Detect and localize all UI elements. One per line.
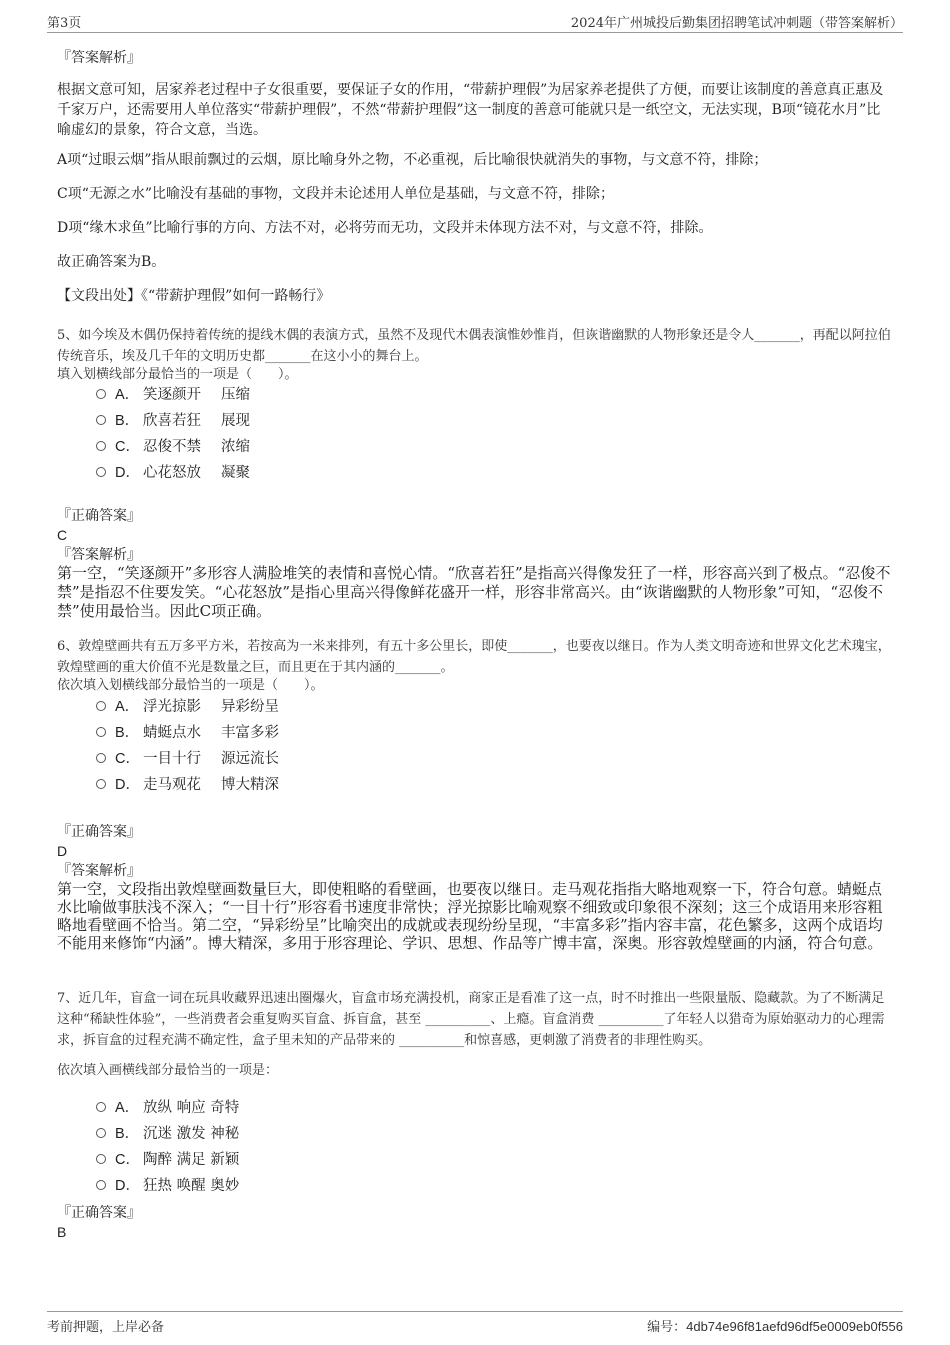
radio-icon[interactable] — [96, 441, 106, 451]
radio-icon[interactable] — [96, 1154, 106, 1164]
q4-conclusion: 故正确答案为B。 — [57, 254, 166, 270]
q5-options — [96, 382, 496, 486]
q7-option-d[interactable]: D． 狂热 唤醒 奥妙 — [96, 1173, 496, 1199]
q7-correct-label: 『正确答案』 — [57, 1205, 141, 1221]
q4-source: 【文段出处】《“带薪护理假”如何一路畅行》 — [57, 288, 331, 304]
q6-option-d[interactable]: D． 走马观花 博大精深 — [96, 772, 496, 798]
q6-option-a[interactable]: A． 浮光掠影 异彩纷呈 — [96, 694, 496, 720]
q4-option-a-note: A项“过眼云烟”指从眼前飘过的云烟，原比喻身外之物，不必重视，后比喻很快就消失的事物，与文意不符，排除； — [57, 152, 768, 168]
page-number: 第3页 — [47, 16, 82, 31]
q5-stem: 5、如今埃及木偶仍保持着传统的提线木偶的表演方式，虽然不及现代木偶表演惟妙惟肖，但诙谐幽默的人物形象还是令人_______，再配以阿拉伯传统音乐，埃及几千年的文明历史都_______在这小小的舞台上。 — [57, 328, 891, 364]
q4-analysis-paragraph: 根据文意可知，居家养老过程中子女很重要，要保证子女的作用，“带薪护理假”为居家养老提供了方便，而要让该制度的善意真正惠及千家万户，还需要用人单位落实“带薪护理假”，不然“带薪护理假”这一制度的善意可能就只是一纸空文，无法实现，B项“镜花水月”比喻虚幻的景象，符合文意，当选。 — [57, 82, 884, 138]
q5-option-b[interactable]: B． 欣喜若狂 展现 — [96, 408, 496, 434]
q6-stem: 6、敦煌壁画共有五万多平方米，若按高为一米来排列，有五十多公里长，即使_______，也要夜以继日。作为人类文明奇迹和世界文化艺术瑰宝，敦煌壁画的重大价值不光是数量之巨，而且更在于其内涵的_______。 — [57, 639, 891, 675]
q6-analysis: 第一空，文段指出敦煌壁画数量巨大，即使粗略的看壁画，也要夜以继日。走马观花指指大略地观察一下，符合句意。蜻蜓点水比喻做事肤浅不深入；“一目十行”形容看书速度非常快；浮光掠影比喻观察不细致或印象很不深刻；这三个成语用来形容粗略地看壁画不恰当。第二空，“异彩纷呈”比喻突出的成就或表现纷纷呈现，“丰富多彩”指内容丰富，花色繁多，这两个成语均不能用来修饰“内涵”。博大精深，多用于形容理论、学识、思想、作品等广博丰富，深奥。形容敦煌壁画的内涵，符合句意。 — [57, 880, 883, 952]
q5-option-d[interactable]: D． 心花怒放 凝聚 — [96, 460, 496, 486]
q7-ask: 依次填入画横线部分最恰当的一项是： — [57, 1063, 279, 1078]
q7-option-a[interactable]: A． 放纵 响应 奇特 — [96, 1095, 496, 1121]
radio-icon[interactable] — [96, 779, 106, 789]
q7-stem: 7、近几年，盲盒一词在玩具收藏界迅速出圈爆火，盲盒市场充满投机，商家正是看准了这一点，时不时推出一些限量版、隐藏款。为了不断满足这种“稀缺性体验”，一些消费者会重复购买盲盒、拆盲盒，甚至 __________、上瘾。盲盒消费 __________了年轻人以猎奇为原始驱动力的心理需求，拆盲盒的过程充满不确定性，盒子里未知的产品带来的 __________和惊喜感，更刺激了消费者的非理性购买。 — [57, 991, 885, 1048]
page-header — [47, 12, 903, 33]
q7-option-c[interactable]: C． 陶醉 满足 新颖 — [96, 1147, 496, 1173]
q5-ask: 填入划横线部分最恰当的一项是（ ）。 — [57, 367, 298, 382]
page-footer — [47, 1311, 903, 1337]
radio-icon[interactable] — [96, 701, 106, 711]
radio-icon[interactable] — [96, 389, 106, 399]
q4-option-d-note: D项“缘木求鱼”比喻行事的方向、方法不对，必将劳而无功，文段并未体现方法不对，与文意不符，排除。 — [57, 220, 713, 236]
radio-icon[interactable] — [96, 1102, 106, 1112]
q5-option-c[interactable]: C． 忍俊不禁 浓缩 — [96, 434, 496, 460]
q4-analysis-label: 『答案解析』 — [57, 50, 141, 66]
q4-option-c-note: C项“无源之水”比喻没有基础的事物，文段并未论述用人单位是基础，与文意不符，排除； — [57, 186, 615, 202]
q6-correct-label: 『正确答案』 — [57, 824, 141, 840]
q5-option-a[interactable]: A． 笑逐颜开 压缩 — [96, 382, 496, 408]
q5-correct-label: 『正确答案』 — [57, 508, 141, 524]
q6-options — [96, 694, 496, 798]
q6-option-c[interactable]: C． 一目十行 源远流长 — [96, 746, 496, 772]
q7-option-b[interactable]: B． 沉迷 激发 神秘 — [96, 1121, 496, 1147]
radio-icon[interactable] — [96, 727, 106, 737]
q7-answer: B — [57, 1224, 67, 1240]
q6-option-b[interactable]: B． 蜻蜓点水 丰富多彩 — [96, 720, 496, 746]
radio-icon[interactable] — [96, 1180, 106, 1190]
q5-analysis: 第一空，“笑逐颜开”多形容人满脸堆笑的表情和喜悦心情。“欣喜若狂”是指高兴得像发狂了一样，形容高兴到了极点。“忍俊不禁”是指忍不住要发笑。“心花怒放”是指心里高兴得像鲜花盛开一样，形容非常高兴。由“诙谐幽默的人物形象”可知，“忍俊不禁”使用最恰当。因此C项正确。 — [57, 564, 891, 620]
radio-icon[interactable] — [96, 415, 106, 425]
q6-ask: 依次填入划横线部分最恰当的一项是（ ）。 — [57, 678, 324, 693]
document-title: 2024年广州城投后勤集团招聘笔试冲刺题（带答案解析） — [570, 16, 903, 31]
q5-answer: C — [57, 527, 68, 543]
q6-answer: D — [57, 843, 68, 859]
q6-analysis-label: 『答案解析』 — [57, 863, 141, 879]
footer-slogan: 考前押题，上岸必备 — [47, 1320, 165, 1335]
radio-icon[interactable] — [96, 467, 106, 477]
q7-options — [96, 1095, 496, 1199]
radio-icon[interactable] — [96, 753, 106, 763]
footer-serial: 编号：4db74e96f81aefd96df5e0009eb0f556 — [647, 1319, 903, 1334]
q5-analysis-label: 『答案解析』 — [57, 547, 141, 563]
radio-icon[interactable] — [96, 1128, 106, 1138]
